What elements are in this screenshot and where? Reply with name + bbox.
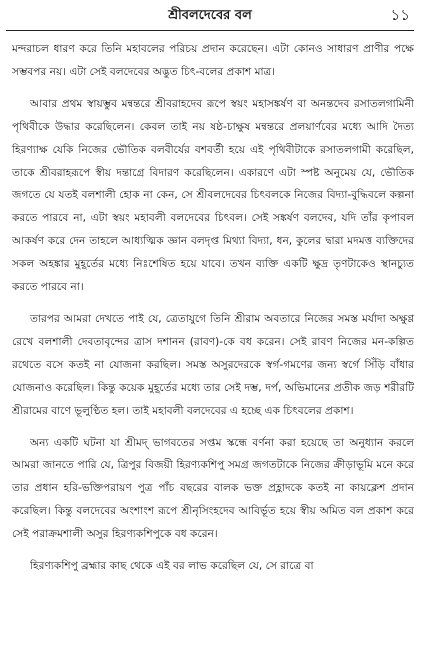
page-header	[6, 0, 414, 31]
paragraph: অন্য একটি ঘটনা যা শ্রীমদ্ ভাগবতের সপ্তম স্কন্ধে বর্ণনা করা হয়েছে তা অনুধ্যান করলে আমরা জানতে পারি যে, ত্রিপুর বিজয়ী হিরণ্যকশিপু সমগ্র জগতটাকে নিজের ক্রীড়াভূমি মনে করে তার প্রধান হরি-ভক্তিপরায়ণ পুত্র পাঁচ বছরের বালক ভক্ত প্রহ্লাদকে কতই না কায়ক্লেশ প্রদান করেছিল। কিন্তু বলদেবের অংশাংশ রূপে শ্রীনৃসিংহদেব আবির্ভূত হয়ে স্বীয় অমিত বল প্রকাশ করে সেই পরাক্রমশালী অসুর হিরণ্যকশিপুকে বধ করেন।	[12, 436, 414, 541]
paragraph: হিরণ্যকশিপু ব্রহ্মার কাছ থেকে এই বর লাভ করেছিল যে, সে রাত্রে বা	[30, 560, 314, 573]
paragraph: আবার প্রথম স্বায়ম্ভুব মন্বন্তরে শ্রীবরাহদেব রূপে স্বয়ং মহাসঙ্কর্ষণ বা অনন্তদেব রসাতলগামিনী পৃথিবীকে উদ্ধার করেছিলেন। কেবল তাই নয় ষষ্ঠ-চাক্ষুষ মন্বন্তরে প্রলয়ার্ণবের মধ্যে আদি দৈত্য হিরণ্যাক্ষ যেকি নিজের ভৌতিক বলবীর্যের বশবর্তী হয়ে এই পৃথিবীটাকে রসাতলগামী করেছিল, তাকে শ্রীবরাহরূপে স্বীয় দন্তাগ্রে বিদারণ করেছিলেন। একারণে এটা স্পষ্ট অনুমেয় যে, ভৌতিক জগতে যে যতই বলশালী হোক না কেন, সে শ্রীবলদেবের চিৎবলকে নিজের বিদ্যা-বুদ্ধিবলে কল্পনা করতে পারবে না, এটা স্বয়ং মহাবলী বলদেবের চিৎবল। সেই সঙ্কর্ষণ বলদেব, যদি তাঁর কৃপাবল আকর্ষণ করে দেন তাহলে আধ্যত্মিক জ্ঞান বলদৃপ্ত মিথ্যা বিদ্যা, ধন, কুলের দ্বারা মদমত্ত ব্যক্তিদের সকল অহঙ্কার মুহূর্তের মধ্যে নিঃশেষিত হয়ে যাবে। তখন ব্যক্তি একটি ক্ষুদ্র তৃণটাকেও স্থানচ্যুত করতে পারবে না।	[12, 97, 414, 294]
page-number: ১১	[390, 6, 410, 24]
page-body	[12, 38, 414, 655]
paragraph: মন্দরাচল ধারণ করে তিনি মহাবলের পরিচয় প্রদান করেছেন। এটা কোনও সাধারণ প্রাণীর পক্ষে সম্ভবপর নয়। এটা সেই বলদেবের অদ্ভুত চিৎ-বলের প্রকাশ মাত্র।	[12, 43, 414, 78]
paragraph: তারপর আমরা দেখতে পাই যে, ত্রেতাযুগে তিনি শ্রীরাম অবতারে নিজের সমস্ত মর্যাদা অক্ষুণ্ণ রেখে বলশালী দেবতাবৃন্দের ত্রাস দশানন (রাবণ)-কে বধ করেন। সেই রাবণ নিজের মন-কল্পিত রথেতে বসে কতই না যোজনা করছিল। সমস্ত অসুরদেরকে স্বর্গ-গমণের জন্য স্বর্গে সিঁড়ি বাঁধার যোজনাও করেছিল। কিন্তু কয়েক মুহূর্তের মধ্যে তার সেই দম্ভ, দর্প, অভিমানের প্রতীক জড় শরীরটি শ্রীরামের বাণে ভূলুণ্ঠিত হল। তাই মহাবলী বলদেবের এ হচ্ছে এক চিৎবলের প্রকাশ।	[12, 312, 414, 417]
running-title: শ্রীবলদেবের বল	[168, 8, 252, 23]
